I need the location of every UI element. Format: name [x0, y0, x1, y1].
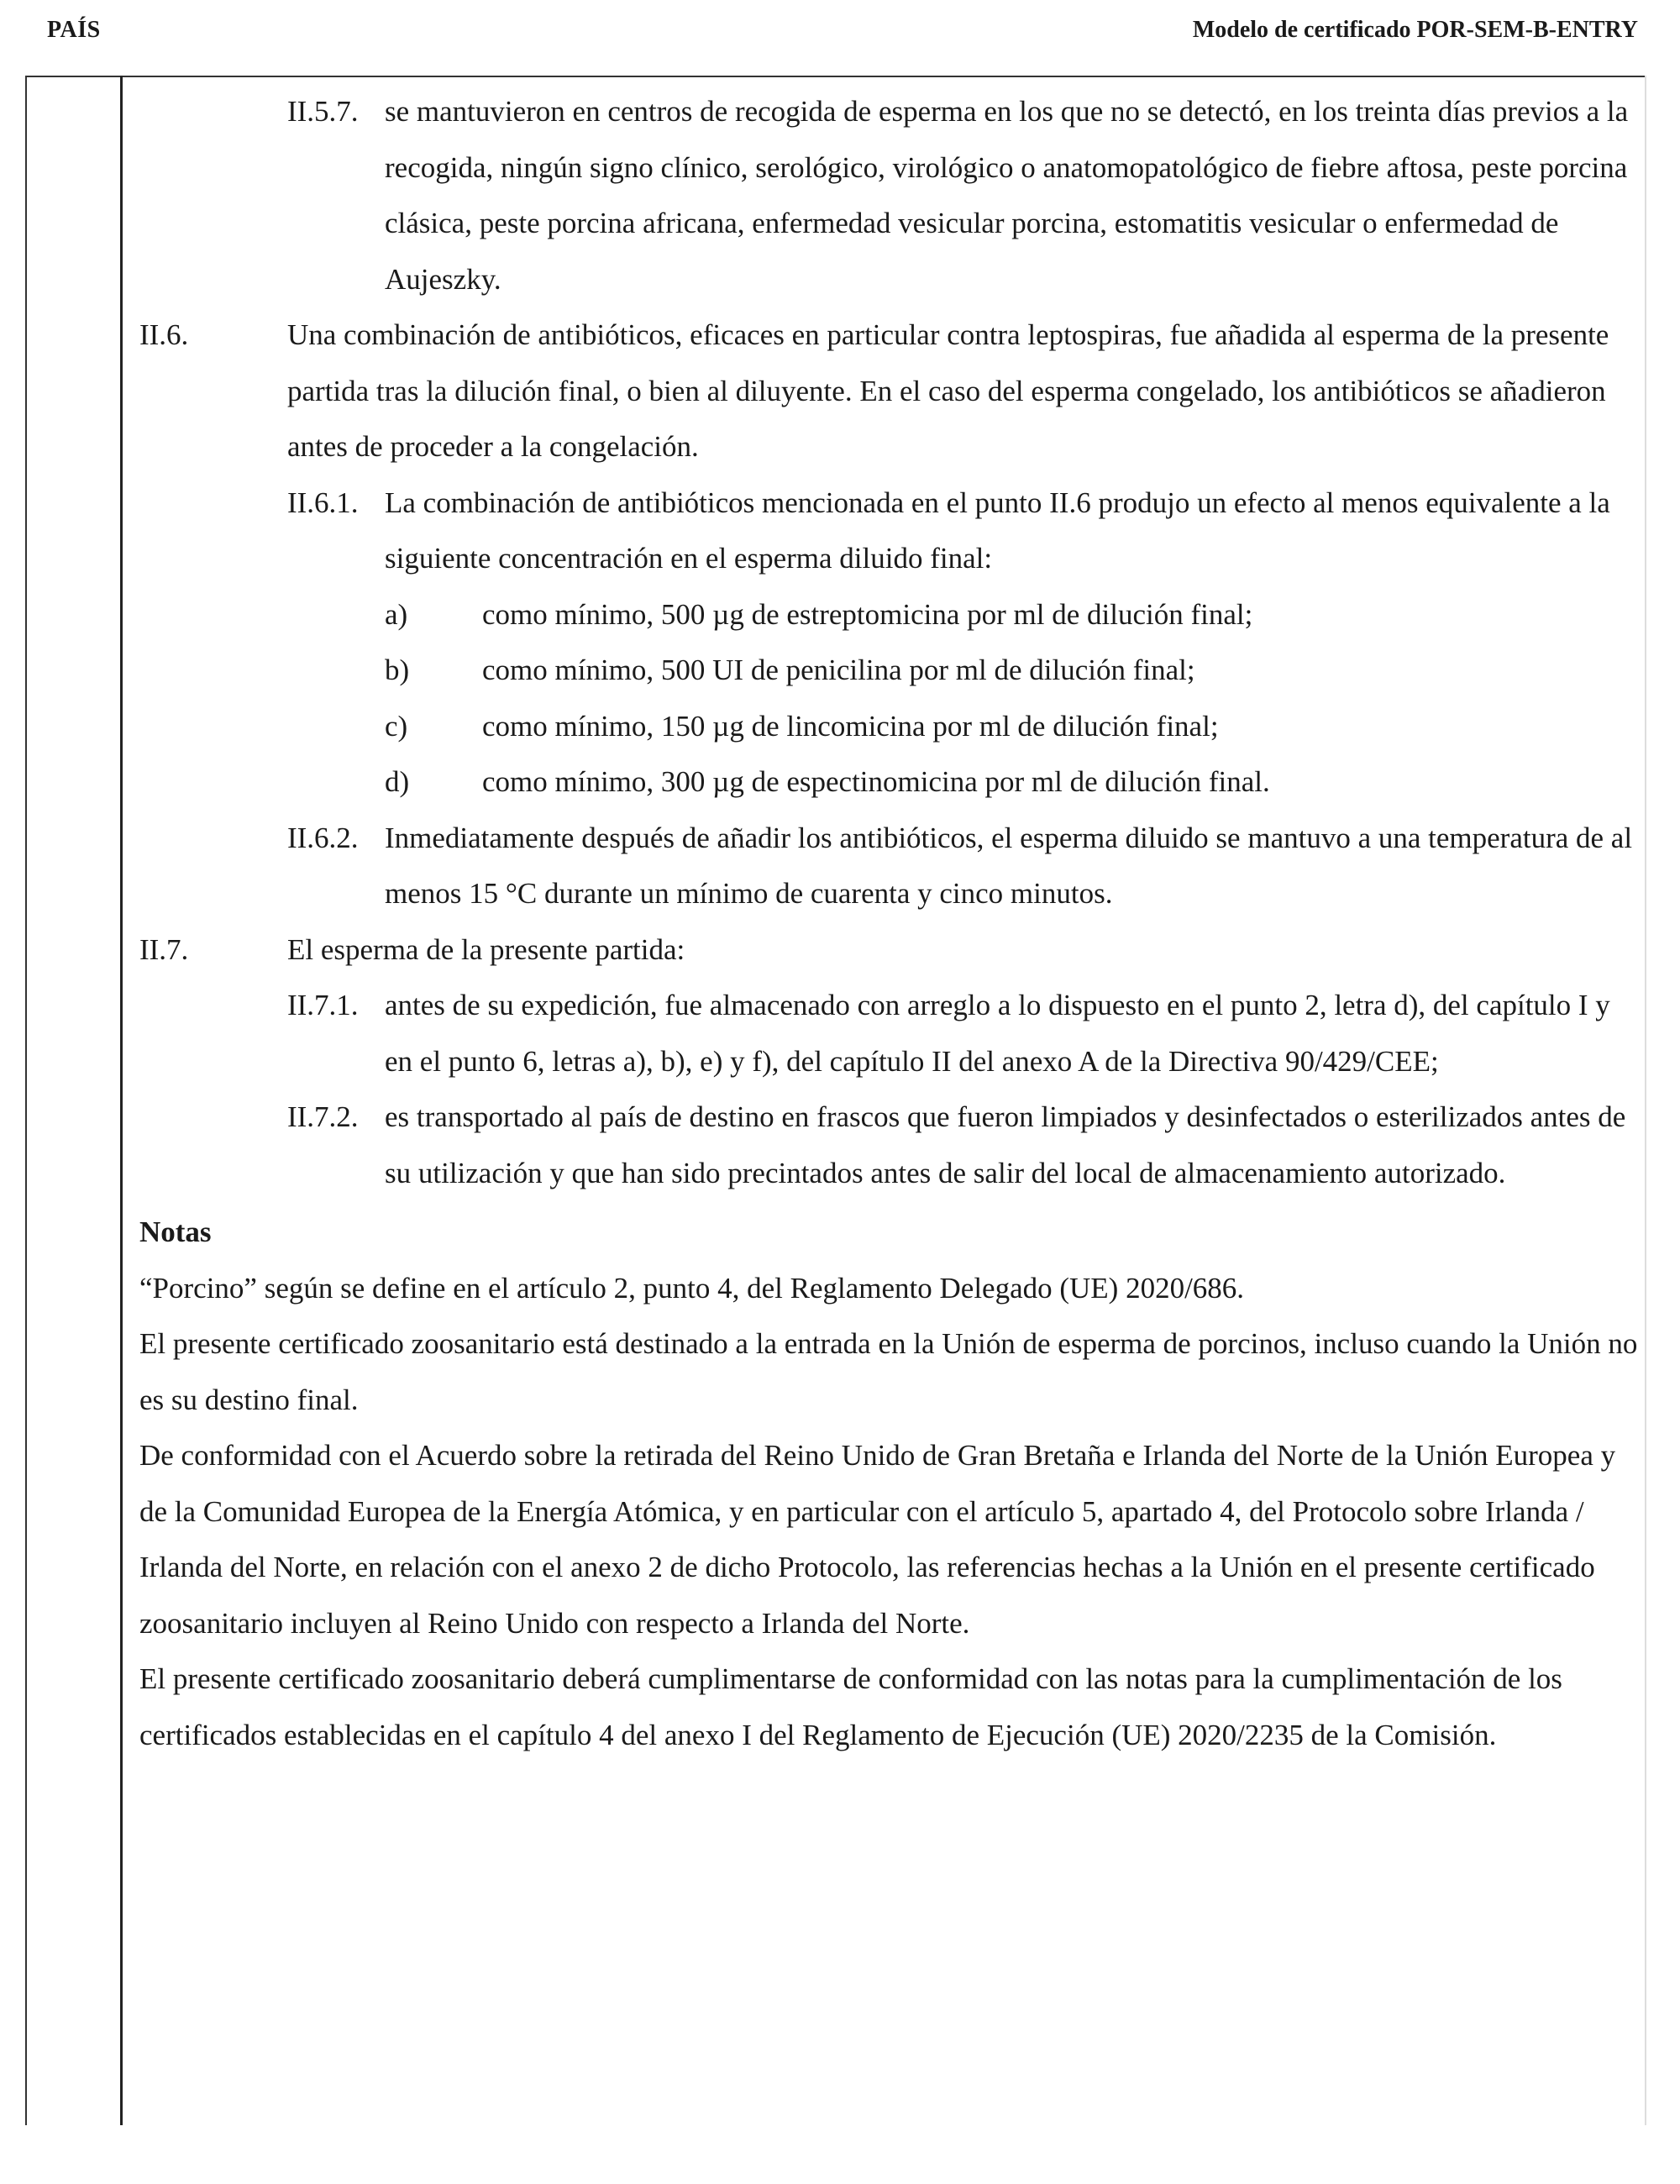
notes-title: Notas — [139, 1215, 212, 1248]
clause-text: Inmediatamente después de añadir los antibióticos, el esperma diluido se mantuvo a una temperatura de al menos 15 °C durante un mínimo de cuarenta y cinco minutos. — [385, 821, 1633, 910]
list-item-text: como mínimo, 500 µg de estreptomicina por ml de dilución final; — [482, 597, 1253, 631]
clause-2-6-2 — [139, 811, 1643, 922]
clause-2-6 — [139, 307, 1643, 475]
table-border-right — [1645, 76, 1646, 2125]
clause-text: La combinación de antibióticos mencionada en el punto II.6 produjo un efecto al menos equivalente a la siguiente concentración en el esperma diluido final: — [385, 486, 1610, 575]
list-item-c — [139, 699, 1643, 755]
note-paragraph-porcino: “Porcino” según se define en el artículo 2, punto 4, del Reglamento Delegado (UE) 2020/686. — [139, 1271, 1245, 1305]
clause-number: II.6. — [139, 318, 189, 351]
list-item-text: como mínimo, 500 UI de penicilina por ml de dilución final; — [482, 654, 1195, 686]
header-country: PAÍS — [47, 17, 101, 43]
clause-number: II.7. — [139, 932, 189, 966]
clause-text: se mantuvieron en centros de recogida de esperma en los que no se detectó, en los treinta días previos a la recogida, ningún signo clínico, serológico, virológico o anatomopatológico de fiebre aftosa, peste porcina clásica, peste porcina africana, enfermedad vesicular porcina, estomatitis vesicular o enfermedad de Aujeszky. — [385, 95, 1629, 296]
list-item-b — [139, 643, 1643, 699]
certificate-body — [139, 84, 1643, 1763]
clause-2-6-1 — [139, 475, 1643, 587]
list-item-a — [139, 587, 1643, 643]
clause-number: II.7.1. — [287, 989, 359, 1021]
clause-text: antes de su expedición, fue almacenado con arreglo a lo dispuesto en el punto 2, letra d), del capítulo I y en el punto 6, letras a), b), e) y f), del capítulo II del anexo A de la Directiva 90/429/CEE; — [385, 989, 1610, 1078]
list-item-letter: a) — [385, 597, 408, 631]
clause-number: II.6.1. — [287, 486, 359, 519]
note-paragraph-northern-ireland: De conformidad con el Acuerdo sobre la retirada del Reino Unido de Gran Bretaña e Irlanda del Norte de la Unión Europea y de la Comunidad Europea de la Energía Atómica, y en particular con el artículo 5, apartado 4, del Protocolo sobre Irlanda / Irlanda del Norte, en relación con el anexo 2 de dicho Protocolo, las referencias hechas a la Unión en el presente certificado zoosanitario incluyen al Reino Unido con respecto a Irlanda del Norte. — [139, 1439, 1616, 1640]
clause-2-7-1 — [139, 978, 1643, 1089]
clause-text: es transportado al país de destino en frascos que fueron limpiados y desinfectados o esterilizados antes de su utilización y que han sido precintados antes de salir del local de almacenamiento autorizado. — [385, 1100, 1626, 1189]
list-item-text: como mínimo, 300 µg de espectinomicina por ml de dilución final. — [482, 765, 1270, 798]
header-certificate-model: Modelo de certificado POR-SEM-B-ENTRY — [1192, 17, 1638, 43]
clause-2-7 — [139, 922, 1643, 979]
list-item-letter: c) — [385, 709, 408, 743]
list-item-d — [139, 754, 1643, 811]
list-item-letter: b) — [385, 654, 410, 686]
clause-number: II.5.7. — [287, 95, 359, 128]
table-border-left — [25, 76, 27, 2125]
list-item-letter: d) — [385, 765, 410, 798]
clause-2-5-7 — [139, 84, 1643, 307]
table-column-divider — [120, 76, 123, 2125]
clause-text: El esperma de la presente partida: — [287, 932, 685, 966]
clause-number: II.6.2. — [287, 821, 359, 854]
note-paragraph-purpose: El presente certificado zoosanitario está destinado a la entrada en la Unión de esperma de porcinos, incluso cuando la Unión no es su destino final. — [139, 1327, 1638, 1416]
table-border-top — [25, 76, 1646, 77]
clause-number: II.7.2. — [287, 1100, 359, 1133]
note-paragraph-completion: El presente certificado zoosanitario deberá cumplimentarse de conformidad con las notas para la cumplimentación de los certificados establecidas en el capítulo 4 del anexo I del Reglamento de Ejecución (UE) 2020/2235 de la Comisión. — [139, 1662, 1562, 1751]
clause-text: Una combinación de antibióticos, eficaces en particular contra leptospiras, fue añadida al esperma de la presente partida tras la dilución final, o bien al diluyente. En el caso del esperma congelado, los antibióticos se añadieron antes de proceder a la congelación. — [287, 318, 1609, 463]
clause-2-7-2 — [139, 1089, 1643, 1201]
list-item-text: como mínimo, 150 µg de lincomicina por ml de dilución final; — [482, 709, 1219, 743]
